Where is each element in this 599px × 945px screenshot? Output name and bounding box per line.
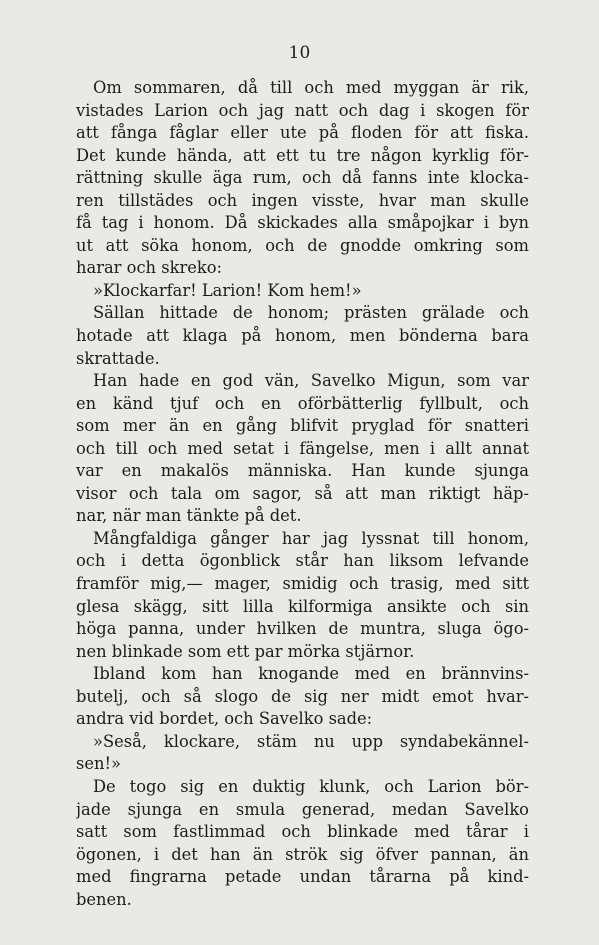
- page-number: 10: [288, 43, 311, 63]
- text-line: rättning skulle äga rum, och då fanns inte klocka-: [76, 168, 529, 188]
- text-line: harar och skreko:: [76, 258, 223, 278]
- text-line: Sällan hittade de honom; prästen grälade och: [93, 303, 529, 323]
- text-line: ren tillstädes och ingen visste, hvar man skulle: [76, 190, 529, 210]
- text-line: och till och med setat i fängelse, men i allt annat: [76, 438, 529, 458]
- text-line: var en makalös människa. Han kunde sjunga: [76, 461, 529, 481]
- text-line: som mer än en gång blifvit pryglad för snatteri: [76, 416, 529, 436]
- text-line: benen.: [76, 889, 132, 909]
- text-line: ögonen, i det han än strök sig öfver pannan, än: [76, 844, 529, 864]
- text-line: vistades Larion och jag natt och dag i skogen för: [76, 100, 529, 120]
- text-line: glesa skägg, sitt lilla kilformiga ansikte och sin: [76, 596, 529, 616]
- text-line: visor och tala om sagor, så att man riktigt häp-: [76, 483, 529, 503]
- text-line: Mångfaldiga gånger har jag lyssnat till honom,: [93, 528, 529, 548]
- text-line: framför mig,— mager, smidig och trasig, med sitt: [76, 574, 529, 594]
- text-line: jade sjunga en smula generad, medan Savelko: [76, 799, 529, 819]
- text-line: få tag i honom. Då skickades alla småpojkar i byn: [76, 213, 529, 233]
- text-line: höga panna, under hvilken de muntra, sluga ögo-: [76, 619, 529, 639]
- text-line: Ibland kom han knogande med en brännvins-: [93, 664, 529, 684]
- text-line: nen blinkade som ett par mörka stjärnor.: [76, 641, 415, 661]
- text-line: Det kunde hända, att ett tu tre någon kyrklig för-: [76, 145, 529, 165]
- text-line: Han hade en god vän, Savelko Migun, som var: [93, 371, 529, 391]
- text-line: skrattade.: [76, 348, 160, 368]
- text-line: butelj, och så slogo de sig ner midt emot hvar-: [76, 686, 529, 706]
- text-line: med fingrarna petade undan tårarna på kind-: [76, 867, 529, 887]
- text-line: ut att söka honom, och de gnodde omkring som: [76, 235, 529, 255]
- text-line: De togo sig en duktig klunk, och Larion bör-: [93, 776, 529, 796]
- body-text: [76, 77, 529, 911]
- text-line: en känd tjuf och en oförbätterlig fyllbult, och: [76, 393, 529, 413]
- text-line: att fånga fåglar eller ute på floden för att fiska.: [76, 123, 529, 143]
- text-line: satt som fastlimmad och blinkade med tårar i: [76, 822, 529, 842]
- text-line: sen!»: [76, 754, 121, 774]
- text-line: »Klockarfar! Larion! Kom hem!»: [93, 280, 362, 300]
- text-line: nar, när man tänkte på det.: [76, 506, 302, 526]
- text-line: »Seså, klockare, stäm nu upp syndabekännel-: [93, 731, 529, 751]
- text-line: andra vid bordet, och Savelko sade:: [76, 709, 373, 729]
- text-line: Om sommaren, då till och med myggan är rik,: [93, 78, 529, 97]
- text-line: hotade att klaga på honom, men bönderna bara: [76, 326, 529, 346]
- text-line: och i detta ögonblick står han liksom lefvande: [76, 551, 529, 571]
